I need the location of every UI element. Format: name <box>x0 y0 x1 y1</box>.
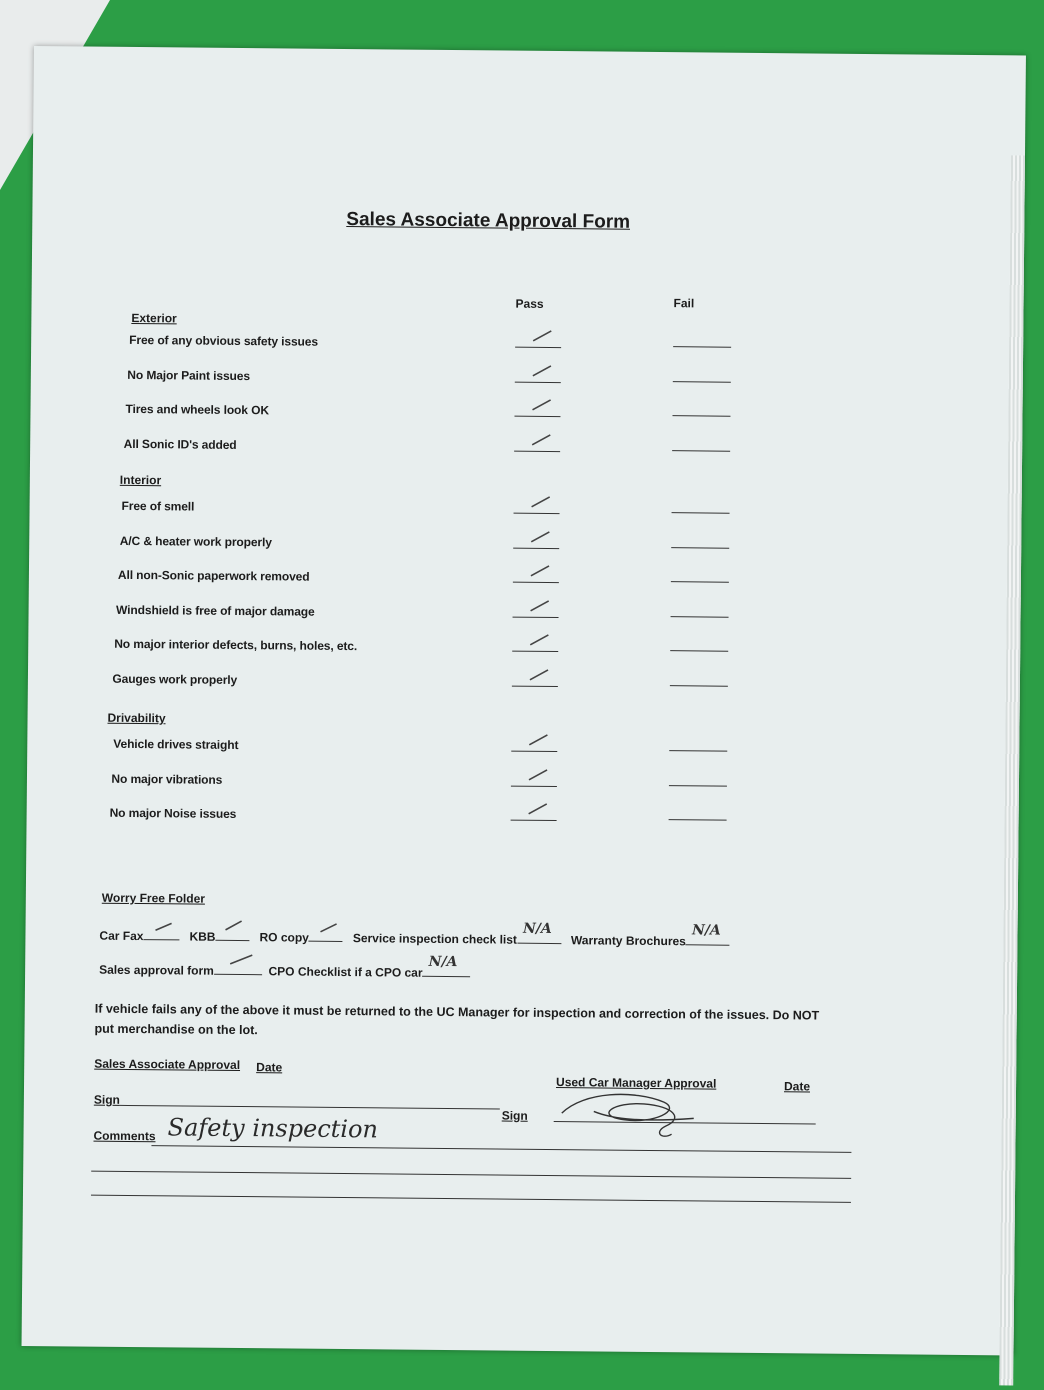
fail-blank[interactable] <box>669 785 727 787</box>
comments-label: Comments <box>93 1128 156 1144</box>
warranty-field[interactable] <box>686 922 730 945</box>
check-mark-icon <box>154 921 174 933</box>
notice-paragraph: If vehicle fails any of the above it must be returned to the UC Manager for inspection and correction of the issues. Do NOT put merchandise on the lot. <box>94 1001 820 1038</box>
kbb-label: KBB <box>189 929 216 944</box>
pass-blank[interactable] <box>512 651 558 652</box>
fail-blank[interactable] <box>672 415 730 417</box>
sales-associate-approval-label: Sales Associate Approval <box>94 1056 241 1073</box>
pass-column-header: Pass <box>515 296 544 311</box>
pass-blank[interactable] <box>511 751 557 752</box>
check-mark-icon <box>531 329 553 343</box>
check-mark-icon <box>528 667 550 681</box>
checklist-item-label: Vehicle drives straight <box>113 736 239 752</box>
service-checklist-label: Service inspection check list <box>352 931 518 947</box>
sign-label-2: Sign <box>501 1108 528 1123</box>
warranty-label: Warranty Brochures <box>570 933 686 949</box>
date-label-1: Date <box>256 1060 283 1075</box>
checklist-item-label: All Sonic ID's added <box>123 436 237 452</box>
sign-line-1[interactable] <box>120 1105 500 1110</box>
worry-free-row-1 <box>99 920 730 949</box>
fail-blank[interactable] <box>672 512 730 514</box>
fail-blank[interactable] <box>672 450 730 452</box>
pass-blank[interactable] <box>514 513 560 514</box>
comments-line-1[interactable] <box>151 1145 851 1153</box>
section-worry-free-folder: Worry Free Folder <box>101 890 206 906</box>
check-mark-icon <box>531 363 553 377</box>
checklist-item-label: Windshield is free of major damage <box>116 602 315 619</box>
check-mark-icon <box>527 802 549 816</box>
service-checklist-value: N/A <box>522 920 552 938</box>
cpo-checklist-value: N/A <box>428 953 458 971</box>
checklist-item-label: Gauges work properly <box>112 671 238 687</box>
pass-blank[interactable] <box>512 685 558 686</box>
section-interior: Interior <box>119 472 162 488</box>
check-mark-icon <box>531 398 553 412</box>
fail-blank[interactable] <box>671 547 729 549</box>
comments-value: Safety inspection <box>167 1113 379 1144</box>
check-mark-icon <box>529 564 551 578</box>
checklist-item-label: A/C & heater work properly <box>119 533 272 549</box>
check-mark-icon <box>228 953 254 967</box>
fail-blank[interactable] <box>669 819 727 821</box>
sign-label-1: Sign <box>93 1092 120 1107</box>
paper-stack-edge <box>999 155 1025 1385</box>
pass-blank[interactable] <box>511 785 557 786</box>
ro-copy-field[interactable] <box>309 929 343 942</box>
comments-line-2[interactable] <box>91 1171 851 1179</box>
fail-blank[interactable] <box>669 750 727 752</box>
used-car-manager-approval-label: Used Car Manager Approval <box>556 1075 717 1091</box>
pass-blank[interactable] <box>513 547 559 548</box>
check-mark-icon <box>319 922 339 936</box>
car-fax-label: Car Fax <box>99 928 144 944</box>
pass-blank[interactable] <box>515 381 561 382</box>
checklist-item-label: Free of smell <box>121 498 195 514</box>
cpo-checklist-field[interactable] <box>423 953 471 977</box>
service-checklist-field[interactable] <box>517 920 561 944</box>
cpo-checklist-label: CPO Checklist if a CPO car <box>268 964 423 980</box>
check-mark-icon <box>224 919 244 933</box>
fail-blank[interactable] <box>673 346 731 348</box>
check-mark-icon <box>527 733 549 747</box>
pass-blank[interactable] <box>513 582 559 583</box>
manager-signature <box>554 1081 705 1142</box>
worry-free-row-2 <box>99 953 471 981</box>
car-fax-field[interactable] <box>143 927 179 940</box>
check-mark-icon <box>529 529 551 543</box>
pass-blank[interactable] <box>513 616 559 617</box>
form-title: Sales Associate Approval Form <box>346 209 631 233</box>
fail-blank[interactable] <box>671 616 729 618</box>
checklist-item-label: No major Noise issues <box>109 805 237 821</box>
check-mark-icon <box>530 495 552 509</box>
approval-form-paper <box>22 46 1026 1355</box>
comments-line-3[interactable] <box>91 1195 851 1203</box>
warranty-value: N/A <box>691 922 721 939</box>
check-mark-icon <box>527 767 549 781</box>
pass-blank[interactable] <box>515 347 561 348</box>
checklist-item-label: Free of any obvious safety issues <box>129 332 319 349</box>
ro-copy-label: RO copy <box>259 930 309 945</box>
fail-blank[interactable] <box>670 685 728 687</box>
pass-blank[interactable] <box>514 416 560 417</box>
check-mark-icon <box>528 633 550 647</box>
kbb-field[interactable] <box>215 928 249 941</box>
date-label-2: Date <box>783 1079 811 1094</box>
fail-blank[interactable] <box>671 581 729 583</box>
checklist-item-label: No major interior defects, burns, holes, etc. <box>114 636 358 654</box>
section-exterior: Exterior <box>131 310 177 326</box>
sales-approval-form-label: Sales approval form <box>99 962 214 978</box>
check-mark-icon <box>529 598 551 612</box>
fail-blank[interactable] <box>670 650 728 652</box>
checklist-item-label: Tires and wheels look OK <box>125 401 270 418</box>
section-drivability: Drivability <box>107 710 166 726</box>
check-mark-icon <box>530 432 552 446</box>
pass-blank[interactable] <box>514 450 560 451</box>
sales-approval-form-field[interactable] <box>214 962 262 975</box>
checklist-item-label: No major vibrations <box>111 771 223 787</box>
checklist-item-label: All non-Sonic paperwork removed <box>117 567 310 584</box>
fail-blank[interactable] <box>673 381 731 383</box>
checklist-item-label: No Major Paint issues <box>127 367 251 383</box>
fail-column-header: Fail <box>673 296 695 311</box>
pass-blank[interactable] <box>511 820 557 821</box>
